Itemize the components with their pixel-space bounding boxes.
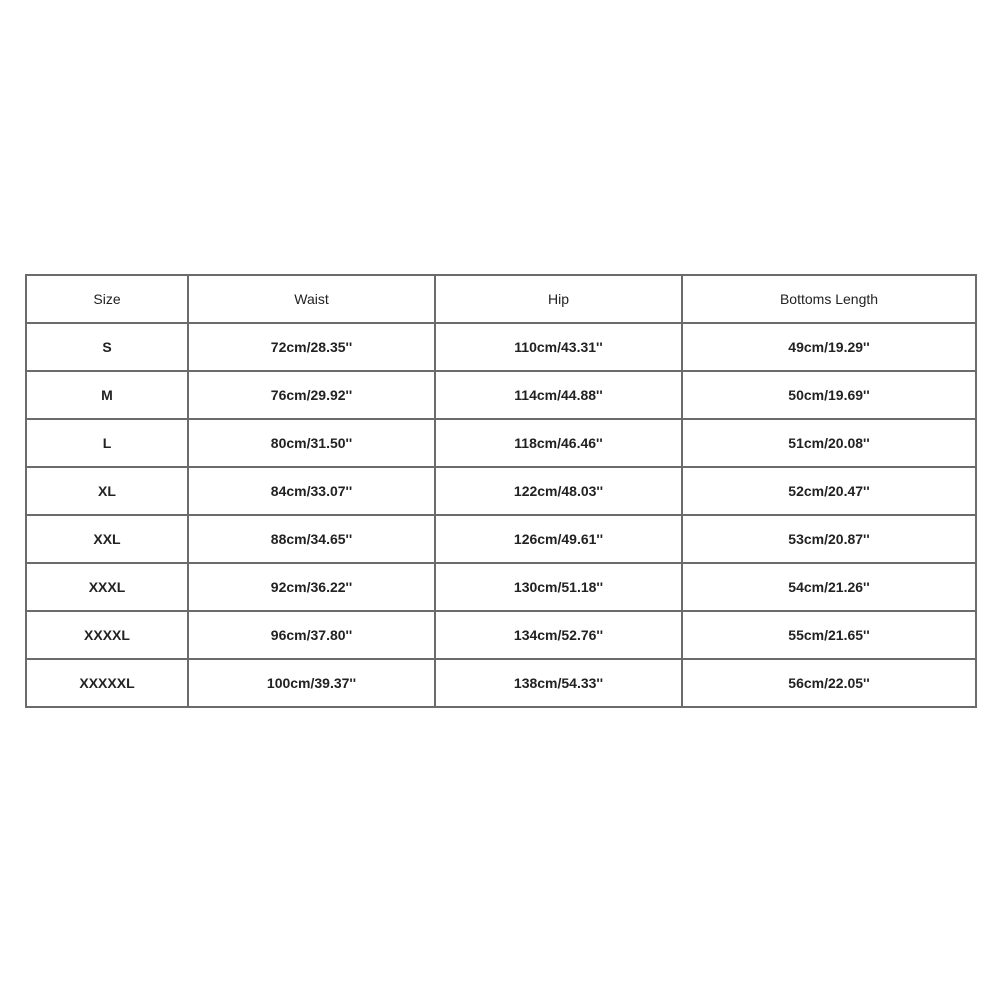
table-row bbox=[26, 515, 976, 563]
cell-waist: 76cm/29.92'' bbox=[188, 371, 435, 419]
cell-waist: 88cm/34.65'' bbox=[188, 515, 435, 563]
cell-bottoms-length: 56cm/22.05'' bbox=[682, 659, 976, 707]
cell-bottoms-length: 54cm/21.26'' bbox=[682, 563, 976, 611]
table-row bbox=[26, 563, 976, 611]
cell-size: XXXXXL bbox=[26, 659, 188, 707]
cell-size: XL bbox=[26, 467, 188, 515]
cell-hip: 134cm/52.76'' bbox=[435, 611, 682, 659]
cell-waist: 100cm/39.37'' bbox=[188, 659, 435, 707]
cell-size: S bbox=[26, 323, 188, 371]
cell-hip: 138cm/54.33'' bbox=[435, 659, 682, 707]
cell-size: XXXL bbox=[26, 563, 188, 611]
table-row bbox=[26, 323, 976, 371]
table-row bbox=[26, 611, 976, 659]
cell-bottoms-length: 53cm/20.87'' bbox=[682, 515, 976, 563]
cell-waist: 72cm/28.35'' bbox=[188, 323, 435, 371]
cell-hip: 122cm/48.03'' bbox=[435, 467, 682, 515]
table-row bbox=[26, 419, 976, 467]
cell-bottoms-length: 52cm/20.47'' bbox=[682, 467, 976, 515]
cell-hip: 118cm/46.46'' bbox=[435, 419, 682, 467]
header-size: Size bbox=[26, 275, 188, 323]
cell-size: XXXXL bbox=[26, 611, 188, 659]
cell-bottoms-length: 49cm/19.29'' bbox=[682, 323, 976, 371]
cell-size: M bbox=[26, 371, 188, 419]
table-row bbox=[26, 467, 976, 515]
cell-hip: 110cm/43.31'' bbox=[435, 323, 682, 371]
cell-waist: 84cm/33.07'' bbox=[188, 467, 435, 515]
cell-hip: 114cm/44.88'' bbox=[435, 371, 682, 419]
cell-bottoms-length: 55cm/21.65'' bbox=[682, 611, 976, 659]
cell-size: XXL bbox=[26, 515, 188, 563]
cell-size: L bbox=[26, 419, 188, 467]
cell-waist: 80cm/31.50'' bbox=[188, 419, 435, 467]
cell-bottoms-length: 50cm/19.69'' bbox=[682, 371, 976, 419]
header-bottoms-length: Bottoms Length bbox=[682, 275, 976, 323]
table-row bbox=[26, 371, 976, 419]
cell-waist: 96cm/37.80'' bbox=[188, 611, 435, 659]
header-hip: Hip bbox=[435, 275, 682, 323]
cell-hip: 126cm/49.61'' bbox=[435, 515, 682, 563]
cell-bottoms-length: 51cm/20.08'' bbox=[682, 419, 976, 467]
table-row bbox=[26, 659, 976, 707]
size-chart-table bbox=[25, 274, 977, 708]
cell-waist: 92cm/36.22'' bbox=[188, 563, 435, 611]
cell-hip: 130cm/51.18'' bbox=[435, 563, 682, 611]
header-waist: Waist bbox=[188, 275, 435, 323]
table-header-row bbox=[26, 275, 976, 323]
